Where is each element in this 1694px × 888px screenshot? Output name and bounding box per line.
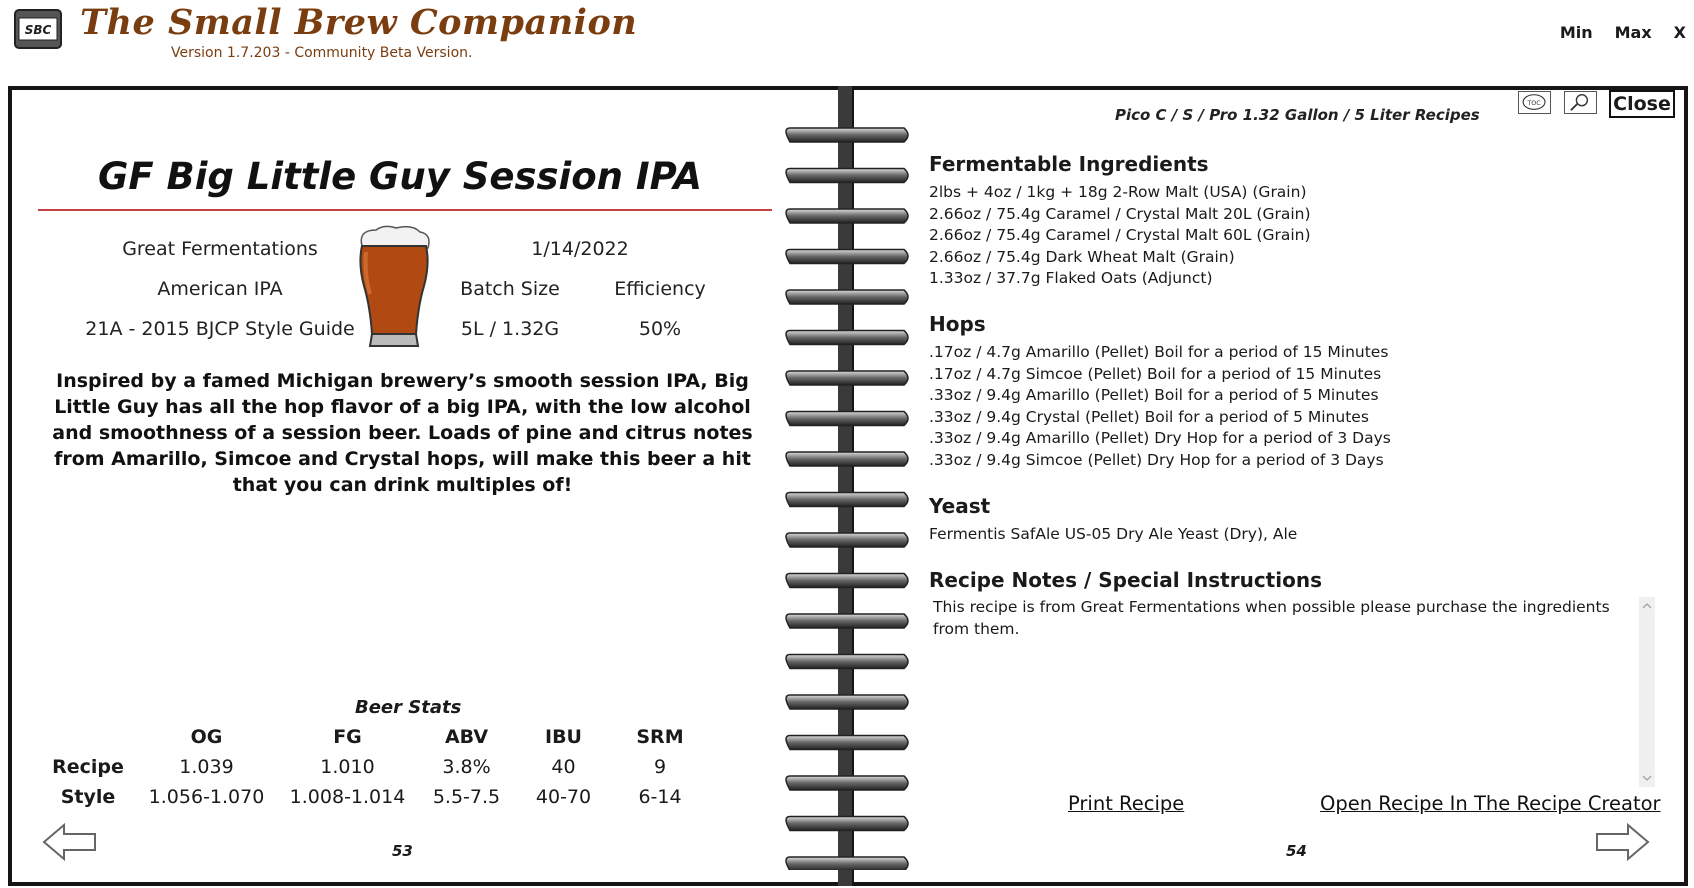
beer-stats-table bbox=[40, 722, 708, 812]
stats-row-label: Recipe bbox=[52, 756, 124, 778]
stats-col-srm: SRM bbox=[636, 726, 684, 748]
binding-ring bbox=[786, 371, 908, 385]
binding-ring bbox=[786, 128, 908, 142]
yeast-heading: Yeast bbox=[929, 494, 991, 518]
app-title: The Small Brew Companion bbox=[80, 2, 638, 43]
binding-ring bbox=[786, 655, 908, 669]
stats-col-abv: ABV bbox=[444, 726, 489, 748]
binding-ring bbox=[786, 331, 908, 345]
title-divider bbox=[38, 209, 772, 211]
stats-col-og: OG bbox=[190, 726, 223, 748]
binding-ring bbox=[786, 574, 908, 588]
stats-header-row bbox=[40, 722, 708, 752]
binding-ring bbox=[786, 452, 908, 466]
search-button[interactable] bbox=[1564, 91, 1597, 114]
binding-ring bbox=[786, 817, 908, 831]
toc-button[interactable] bbox=[1518, 91, 1551, 114]
notes-scrollbar[interactable] bbox=[1639, 597, 1655, 787]
previous-page-arrow-icon[interactable] bbox=[42, 822, 98, 862]
recipe-notes-text: This recipe is from Great Fermentations when possible please purchase the ingredients from them. bbox=[933, 598, 1610, 638]
spiral-binding bbox=[778, 110, 918, 870]
binding-ring bbox=[786, 493, 908, 507]
recipe-description: Inspired by a famed Michigan brewery’s smooth session IPA, Big Little Guy has all the hop flavor of a big IPA, with the low alcohol and smoothness of a session beer. Loads of pine and citrus notes from Amarillo, Simcoe and Crystal hops, will make this beer a hit that you can drink multiples of! bbox=[52, 370, 753, 496]
list-item: .33oz / 9.4g Crystal (Pellet) Boil for a period of 5 Minutes bbox=[929, 407, 1369, 426]
stats-cell: 1.056-1.070 bbox=[148, 786, 265, 808]
right-page-number: 54 bbox=[1286, 842, 1307, 860]
beer-stats-title: Beer Stats bbox=[355, 697, 462, 718]
recipe-notes-box[interactable] bbox=[929, 597, 1655, 787]
next-page-arrow-icon[interactable] bbox=[1594, 822, 1650, 862]
window-controls bbox=[1560, 23, 1686, 42]
stats-cell: 40 bbox=[551, 756, 576, 778]
stats-col-ibu: IBU bbox=[545, 726, 582, 748]
app-logo-text: SBC bbox=[24, 23, 52, 37]
list-item: 2.66oz / 75.4g Caramel / Crystal Malt 20L (Grain) bbox=[929, 204, 1311, 223]
beer-glass-icon bbox=[354, 224, 434, 354]
list-item: .17oz / 4.7g Amarillo (Pellet) Boil for a period of 15 Minutes bbox=[929, 343, 1389, 361]
window-close-button[interactable]: X bbox=[1673, 23, 1686, 42]
app-logo bbox=[13, 8, 63, 50]
binding-ring bbox=[786, 614, 908, 628]
list-item: 2.66oz / 75.4g Caramel / Crystal Malt 60L (Grain) bbox=[929, 226, 1311, 244]
style-name: American IPA bbox=[157, 278, 283, 300]
recipe-collection-title: Pico C / S / Pro 1.32 Gallon / 5 Liter Recipes bbox=[1115, 106, 1480, 124]
binding-ring bbox=[786, 776, 908, 790]
binding-ring bbox=[786, 695, 908, 709]
stats-cell: 1.008-1.014 bbox=[289, 786, 406, 808]
list-item: 2lbs + 4oz / 1kg + 18g 2-Row Malt (USA) (Grain) bbox=[929, 183, 1307, 201]
efficiency-label: Efficiency bbox=[614, 278, 706, 300]
left-page-number: 53 bbox=[392, 842, 413, 860]
list-item: .33oz / 9.4g Amarillo (Pellet) Dry Hop for a period of 3 Days bbox=[929, 429, 1391, 447]
minimize-button[interactable]: Min bbox=[1559, 23, 1593, 42]
stats-cell: 1.039 bbox=[179, 756, 234, 778]
binding-ring bbox=[786, 412, 908, 426]
stats-cell: 40-70 bbox=[535, 786, 592, 808]
toc-icon bbox=[1519, 92, 1550, 113]
open-in-recipe-creator-link[interactable]: Open Recipe In The Recipe Creator bbox=[1320, 792, 1661, 815]
stats-cell: 9 bbox=[653, 756, 667, 778]
stats-cell: 6-14 bbox=[638, 786, 682, 808]
recipe-date: 1/14/2022 bbox=[531, 238, 629, 260]
stats-cell: 1.010 bbox=[320, 756, 375, 778]
maximize-button[interactable]: Max bbox=[1614, 23, 1652, 42]
binding-ring bbox=[786, 857, 908, 870]
scroll-up-icon[interactable] bbox=[1642, 601, 1652, 611]
list-item: Fermentis SafAle US-05 Dry Ale Yeast (Dry), Ale bbox=[929, 525, 1298, 543]
binding-ring bbox=[786, 250, 908, 264]
binding-ring bbox=[786, 169, 908, 183]
recipe-title: GF Big Little Guy Session IPA bbox=[97, 155, 702, 198]
stats-cell: 5.5-7.5 bbox=[432, 786, 501, 808]
fermentables-heading: Fermentable Ingredients bbox=[929, 152, 1209, 176]
hops-heading: Hops bbox=[929, 312, 986, 336]
magnifier-icon bbox=[1565, 92, 1596, 113]
list-item: 2.66oz / 75.4g Dark Wheat Malt (Grain) bbox=[929, 247, 1235, 266]
fermentables-list bbox=[929, 182, 1311, 290]
efficiency-value: 50% bbox=[638, 318, 682, 340]
binding-ring bbox=[786, 209, 908, 223]
binding-ring bbox=[786, 736, 908, 750]
app-version: Version 1.7.203 - Community Beta Version. bbox=[171, 45, 473, 61]
print-recipe-link[interactable]: Print Recipe bbox=[1068, 792, 1185, 815]
stats-corner bbox=[40, 722, 136, 752]
binding-ring bbox=[786, 533, 908, 547]
stats-col-fg: FG bbox=[333, 726, 362, 748]
yeast-list bbox=[929, 524, 1297, 546]
stats-cell: 3.8% bbox=[442, 756, 491, 778]
brewer: Great Fermentations bbox=[122, 238, 318, 260]
scroll-down-icon[interactable] bbox=[1642, 773, 1652, 783]
hops-list bbox=[929, 342, 1391, 471]
batch-size-value: 5L / 1.32G bbox=[460, 318, 560, 340]
toc-icon-text: TOC bbox=[1527, 98, 1541, 107]
list-item: .33oz / 9.4g Amarillo (Pellet) Boil for a period of 5 Minutes bbox=[929, 386, 1379, 404]
stats-row-style bbox=[40, 782, 708, 812]
batch-size-label: Batch Size bbox=[460, 278, 560, 300]
style-guide: 21A - 2015 BJCP Style Guide bbox=[85, 318, 355, 340]
close-book-button[interactable]: Close bbox=[1609, 90, 1675, 118]
list-item: .17oz / 4.7g Simcoe (Pellet) Boil for a period of 15 Minutes bbox=[929, 364, 1382, 383]
binding-ring bbox=[786, 290, 908, 304]
notes-heading: Recipe Notes / Special Instructions bbox=[929, 568, 1322, 592]
stats-row-label: Style bbox=[60, 786, 116, 808]
list-item: .33oz / 9.4g Simcoe (Pellet) Dry Hop for a period of 3 Days bbox=[929, 450, 1384, 469]
stats-row-recipe bbox=[40, 752, 708, 782]
list-item: 1.33oz / 37.7g Flaked Oats (Adjunct) bbox=[929, 269, 1213, 287]
